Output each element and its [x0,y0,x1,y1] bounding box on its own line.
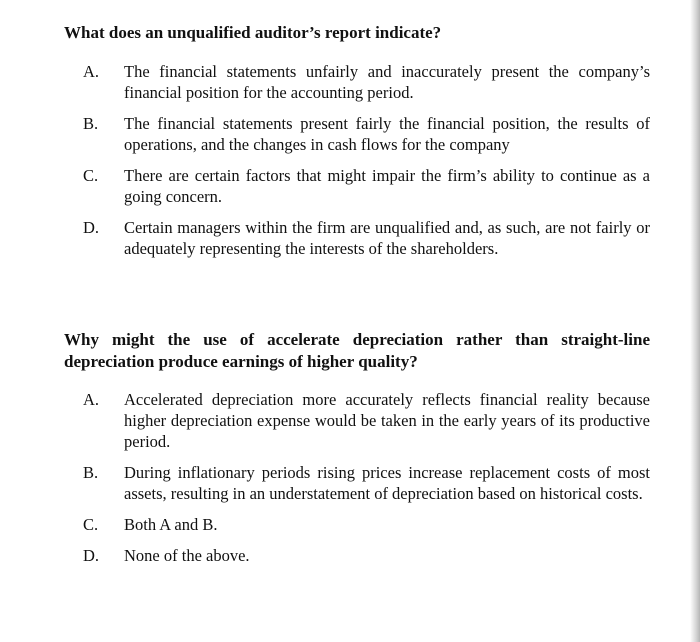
q2-option-d [64,545,650,566]
q2-option-b [64,462,650,504]
question-1-text: What does an unqualified auditor’s report indicate? [64,23,442,42]
q2-option-a [64,389,650,452]
option-text: There are certain factors that might impair the firm’s ability to continue as a going concern. [124,166,650,206]
option-text: During inflationary periods rising prices increase replacement costs of most assets, resulting in an understatement of depreciation based on historical costs. [124,463,650,503]
option-text: Accelerated depreciation more accurately reflects financial reality because higher depreciation expense would be taken in the early years of its productive period. [124,390,650,451]
question-2-text: Why might the use of accelerate depreciation rather than straight-line depreciation produce earnings of higher quality? [64,330,650,371]
question-2 [64,329,650,566]
q1-option-b [64,113,650,155]
option-text: Certain managers within the firm are unqualified and, as such, are not fairly or adequately representing the interests of the shareholders. [124,218,650,258]
option-letter: C. [83,515,99,534]
option-text: None of the above. [124,546,250,565]
page-edge-shadow [690,0,700,642]
option-text: The financial statements unfairly and inaccurately present the company’s financial position for the accounting period. [124,62,650,102]
option-letter: A. [83,62,100,81]
option-letter: D. [83,546,100,565]
option-text: The financial statements present fairly the financial position, the results of operations, and the changes in cash flows for the company [124,114,650,154]
option-letter: B. [83,463,99,482]
question-1-options [64,61,650,259]
q1-option-d [64,217,650,259]
option-letter: D. [83,218,100,237]
option-letter: A. [83,390,100,409]
q2-option-c [64,514,650,535]
q1-option-c [64,165,650,207]
question-2-options [64,389,650,566]
question-1 [64,22,650,259]
q1-option-a [64,61,650,103]
option-letter: B. [83,114,99,133]
option-text: Both A and B. [124,515,218,534]
option-letter: C. [83,166,99,185]
